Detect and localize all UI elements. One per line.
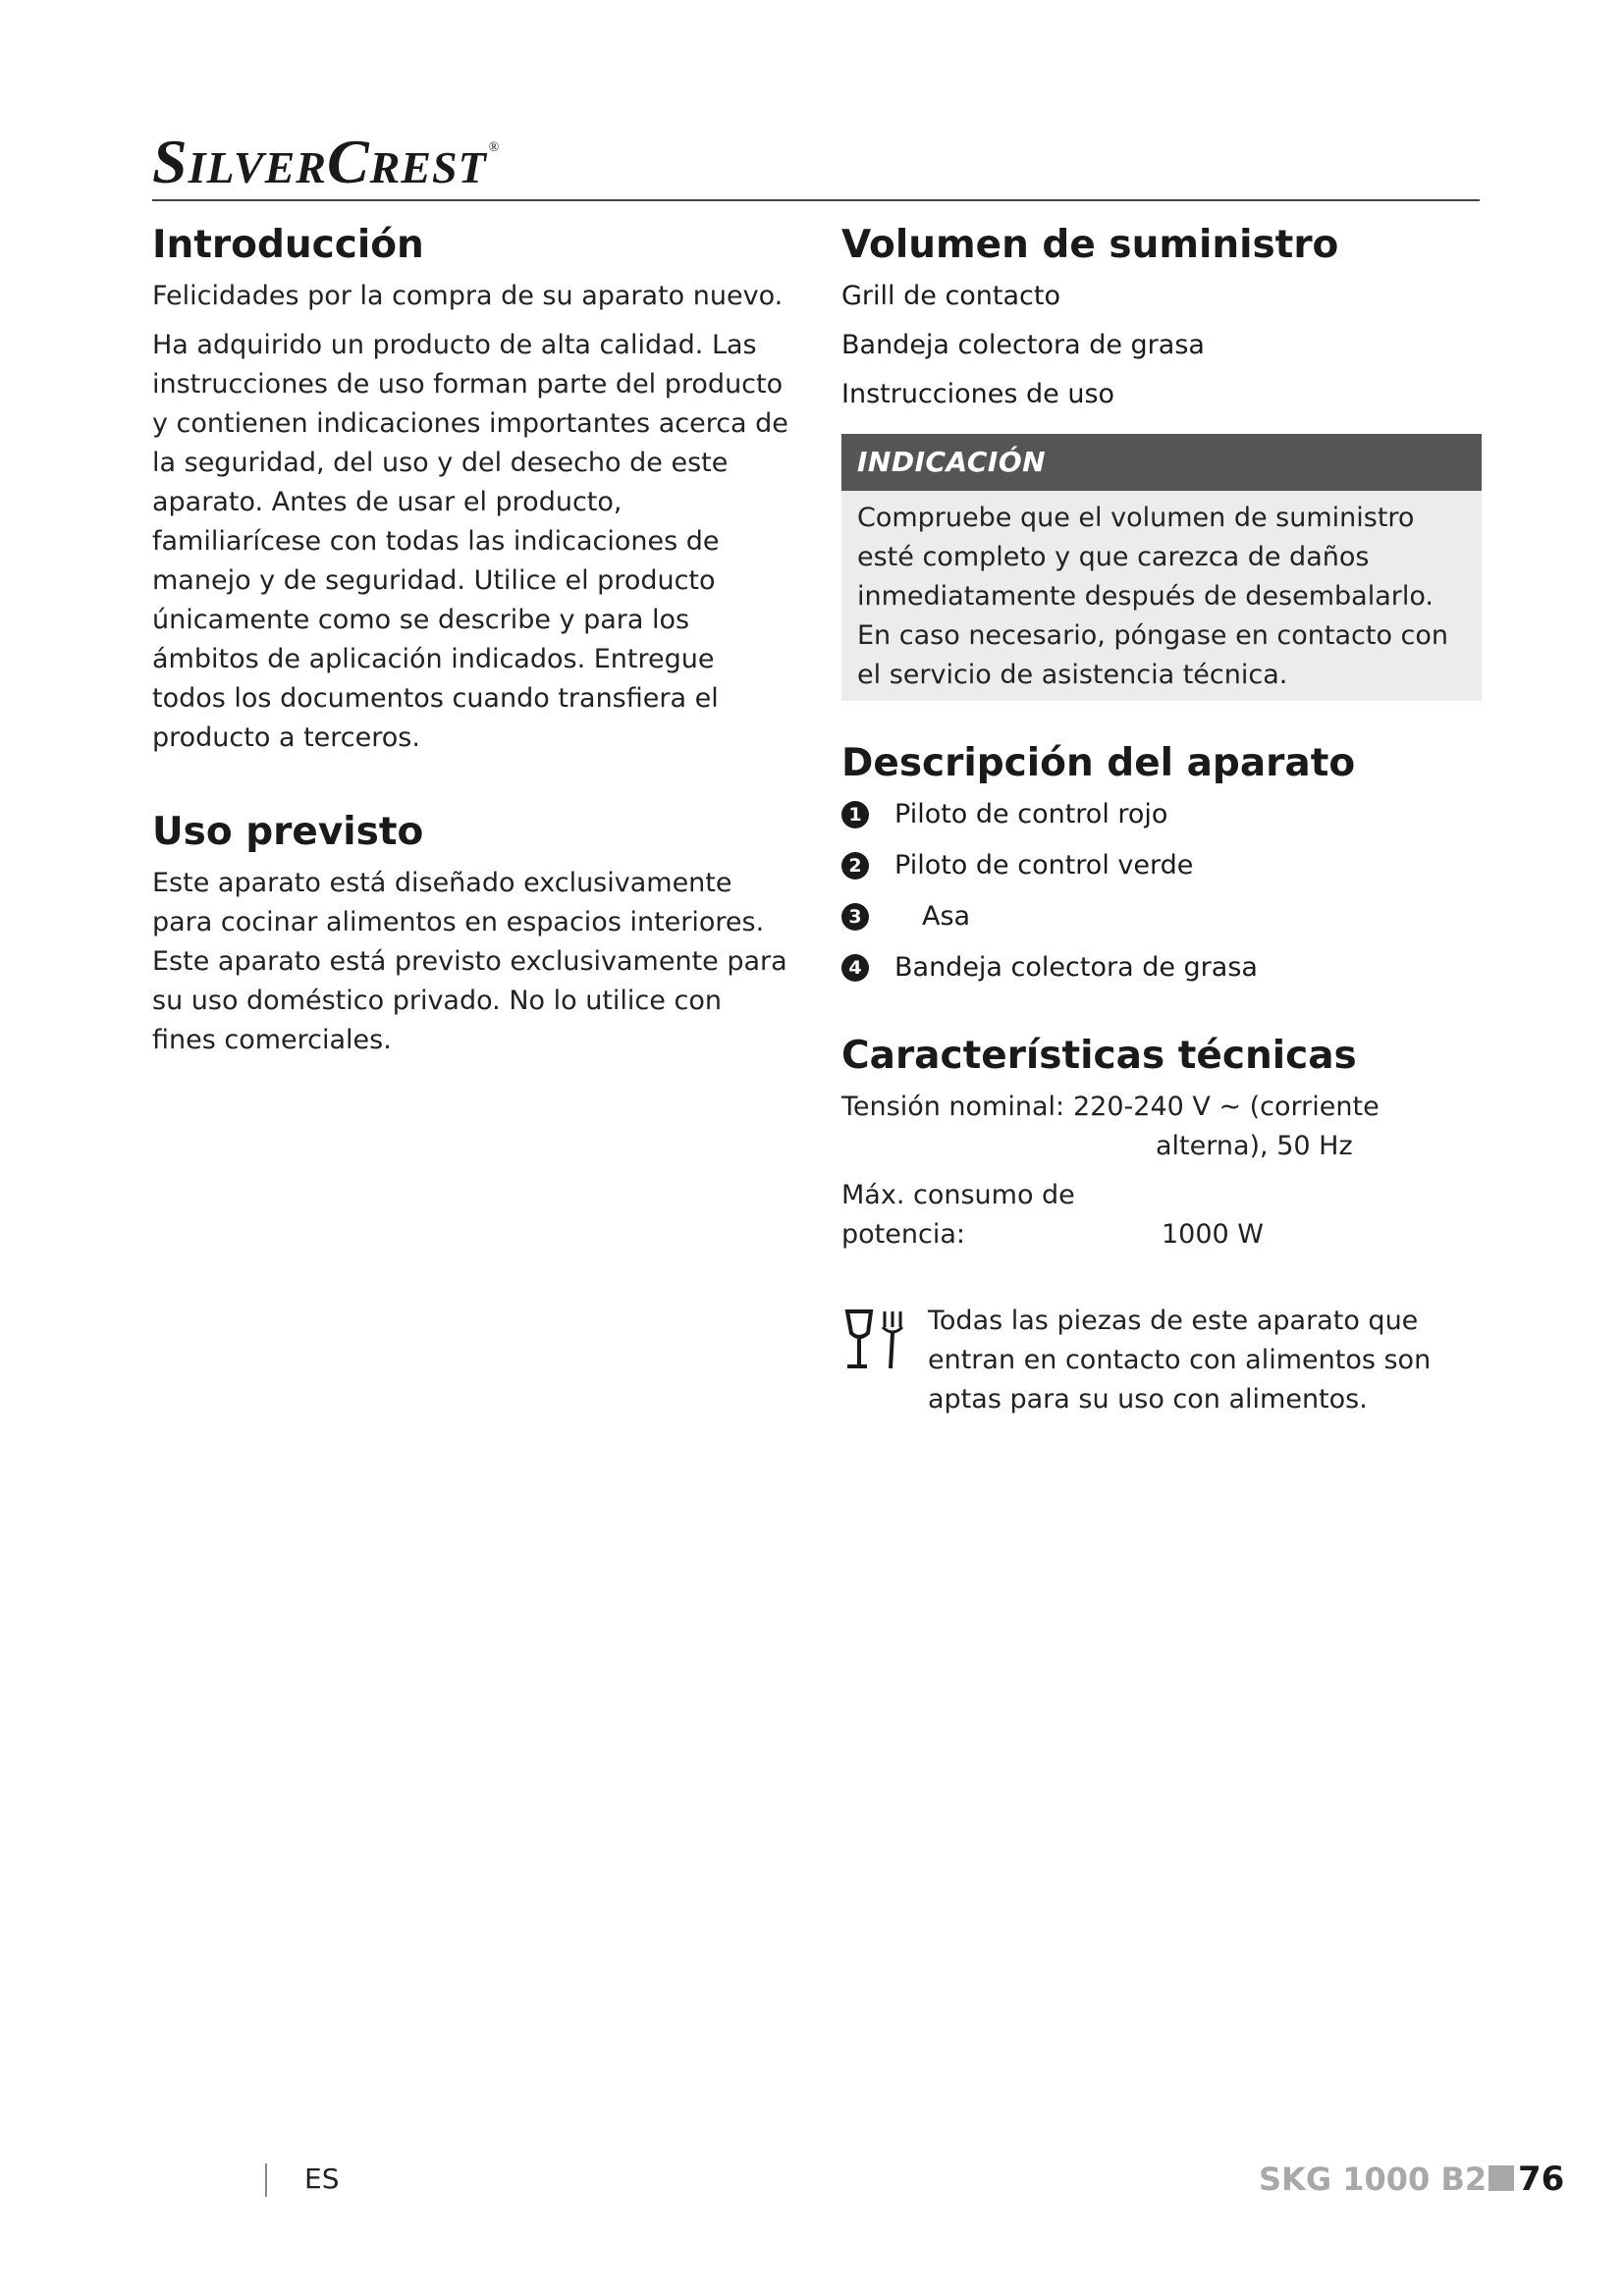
page-number: 76 [1518, 2160, 1565, 2199]
description-heading: Descripción del aparato [841, 741, 1356, 785]
part-label: Piloto de control rojo [894, 799, 1168, 829]
part-list-item [841, 795, 1480, 834]
intro-paragraph-2: Ha adquirido un producto de alta calidad. Las instrucciones de uso forman parte del producto y contienen indicaciones importantes acerca de la seguridad, del uso y del desecho de este aparato. Antes de usar el producto, familiarícese con todas las indicaciones de manejo y de seguridad. Utilice el producto únicamente como se describe y para los ámbitos de aplicación indicados. Entregue todos los documentos cuando transfiera el producto a terceros. [152, 330, 788, 753]
part-list-item [841, 948, 1480, 988]
use-paragraph: Este aparato está diseñado exclusivamente para cocinar alimentos en espacios interiores. Este aparato está previsto exclusivamente para su uso doméstico privado. No lo utilice con fines comerciales. [152, 868, 787, 1055]
spec-power-label [841, 1176, 1162, 1255]
part-list-item [841, 897, 1480, 936]
right-column [841, 218, 1480, 1419]
supply-item: Grill de contacto [841, 281, 1061, 311]
spec-power-label-line1: Máx. consumo de [841, 1180, 1075, 1210]
spec-voltage-value [1073, 1088, 1387, 1166]
spec-voltage-value-line2: alterna), 50 Hz [1156, 1131, 1353, 1161]
part-label: Asa [922, 901, 971, 932]
part-number-badge: 4 [841, 954, 869, 982]
intro-paragraph-1: Felicidades por la compra de su aparato nuevo. [152, 281, 784, 311]
left-column [152, 218, 790, 1070]
header-rule [152, 199, 1480, 201]
footer-model: SKG 1000 B2 [1259, 2158, 1514, 2201]
spec-voltage-label: Tensión nominal: [841, 1092, 1065, 1122]
intro-heading: Introducción [152, 223, 424, 267]
part-label: Bandeja colectora de grasa [894, 952, 1258, 983]
brand-logo: SILVERCREST ® [152, 127, 501, 196]
supply-item: Instrucciones de uso [841, 379, 1115, 409]
supply-item: Bandeja colectora de grasa [841, 330, 1205, 360]
part-number-badge: 3 [841, 903, 869, 931]
use-heading: Uso previsto [152, 810, 424, 854]
spec-voltage-value-line1: 220-240 V ∼ (corriente [1073, 1092, 1380, 1122]
footer-divider [265, 2163, 267, 2197]
food-safe-note [841, 1302, 1480, 1419]
notice-text: Compruebe que el volumen de suministro esté completo y que carezca de daños inmediatamente después de desembalarlo. En caso necesario, póngase en contacto con el servicio de asistencia técnica. [841, 491, 1482, 701]
part-number-badge: 1 [841, 801, 869, 828]
spec-power-value: 1000 W [1162, 1219, 1264, 1250]
spec-power-label-line2: potencia: [841, 1219, 965, 1250]
spec-power-row [841, 1176, 1480, 1255]
part-number-badge: 2 [841, 852, 869, 880]
notice-title: INDICACIÓN [841, 434, 1482, 491]
food-safe-icon [841, 1306, 910, 1374]
footer-language: ES [304, 2163, 340, 2195]
spec-voltage-row [841, 1088, 1480, 1166]
specs-heading: Características técnicas [841, 1034, 1357, 1078]
food-safe-text: Todas las piezas de este aparato que entran en contacto con alimentos son aptas para su uso con alimentos. [928, 1306, 1432, 1415]
part-label: Piloto de control verde [894, 850, 1194, 881]
supply-heading: Volumen de suministro [841, 223, 1339, 267]
part-list-item [841, 846, 1480, 885]
notice-box [841, 434, 1482, 701]
